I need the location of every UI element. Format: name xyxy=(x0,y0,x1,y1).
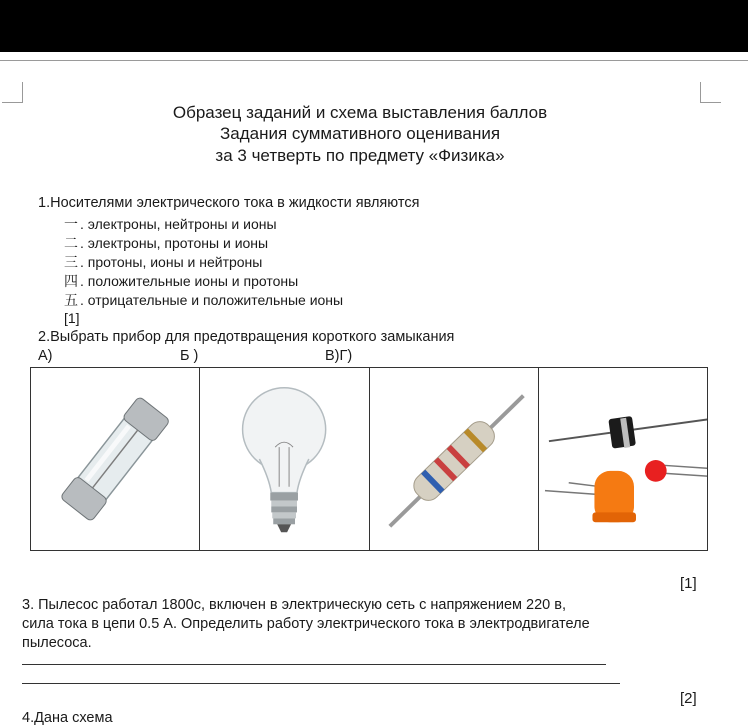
question-2-text: Выбрать прибор для предотвращения короткого замыкания xyxy=(50,329,455,345)
diode-and-led-image xyxy=(539,368,707,550)
question-1 xyxy=(38,195,419,211)
q1-option-4-text: . положительные ионы и протоны xyxy=(80,273,299,289)
question-1-number: 1. xyxy=(38,195,51,211)
title-line-2: Задания суммативного оценивания xyxy=(219,124,501,143)
q1-option-1-number: 一 xyxy=(64,216,78,232)
q1-option-3-text: . протоны, ионы и нейтроны xyxy=(80,254,263,270)
q1-option-1 xyxy=(64,214,277,234)
cell-resistor xyxy=(370,368,539,550)
crop-mark-right xyxy=(700,82,721,103)
q1-option-4 xyxy=(64,271,298,291)
label-a: А) xyxy=(38,348,53,364)
question-2 xyxy=(38,329,454,345)
q1-option-2-number: 二 xyxy=(64,235,78,251)
question-4: 4.Дана схема xyxy=(22,710,113,726)
cell-fuse xyxy=(31,368,200,550)
q1-option-2 xyxy=(64,233,268,253)
label-b: Б ) xyxy=(180,348,199,364)
question-3-line-1: 3. Пылесос работал 1800с, включен в электрическую сеть с напряжением 220 в, xyxy=(22,597,566,613)
q1-option-2-text: . электроны, протоны и ионы xyxy=(80,235,269,251)
question-3-line-3: пылесоса. xyxy=(22,635,92,651)
cell-bulb xyxy=(200,368,369,550)
top-divider-line xyxy=(0,60,748,61)
answer-line-1 xyxy=(22,664,606,665)
crop-mark-left xyxy=(2,82,23,103)
title-line-3: за 3 четверть по предмету «Физика» xyxy=(215,146,505,165)
fuse-image xyxy=(31,368,199,550)
label-v-g: В)Г) xyxy=(325,348,353,364)
q1-option-3-number: 三 xyxy=(64,254,78,270)
question-1-text: Носителями электрического тока в жидкости являются xyxy=(50,195,420,211)
resistor-image xyxy=(370,368,538,550)
q1-option-5-text: . отрицательные и положительные ионы xyxy=(80,292,344,308)
question-2-number: 2. xyxy=(38,329,51,345)
question-2-score: [1] xyxy=(680,575,697,592)
q1-option-3 xyxy=(64,252,262,272)
q1-option-4-number: 四 xyxy=(64,273,78,289)
question-3-score: [2] xyxy=(680,690,697,707)
device-image-table xyxy=(30,367,708,551)
q1-option-5 xyxy=(64,290,343,310)
answer-line-2 xyxy=(22,683,620,684)
cell-diode-led xyxy=(539,368,707,550)
q1-score: [1] xyxy=(64,310,80,326)
question-3-line-2: сила тока в цепи 0.5 А. Определить работу электрического тока в электродвигателе xyxy=(22,616,590,632)
top-black-bar xyxy=(0,0,748,52)
q1-option-5-number: 五 xyxy=(64,292,78,308)
q1-option-1-text: . электроны, нейтроны и ионы xyxy=(80,216,277,232)
title-line-1: Образец заданий и схема выставления баллов xyxy=(172,103,548,122)
light-bulb-image xyxy=(200,368,368,550)
